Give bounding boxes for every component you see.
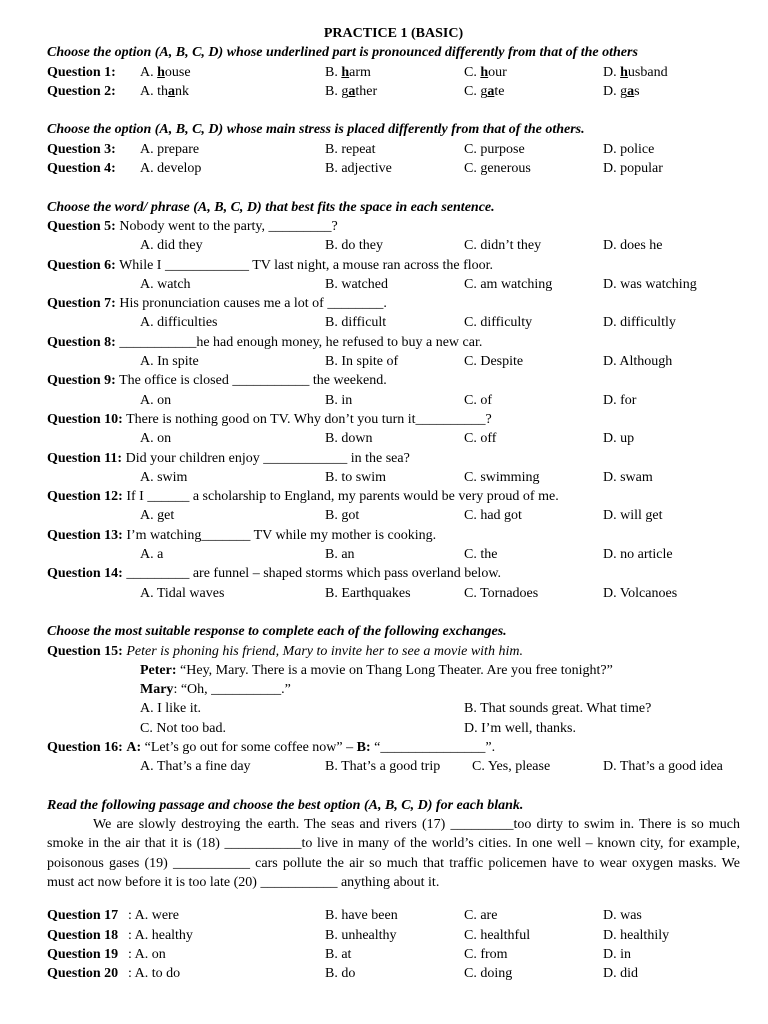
speaker-name: B:: [356, 739, 371, 755]
question-label: Question 4:: [47, 161, 116, 177]
option-d: D. swam: [603, 469, 653, 485]
question-stem: [47, 564, 740, 583]
option-prefix: A. th: [140, 83, 168, 99]
option-d: D. Although: [603, 354, 673, 370]
underlined-sound: a: [627, 83, 635, 99]
dialogue-line: “Hey, Mary. There is a movie on Thang Long Theater. Are you free tonight?”: [176, 662, 613, 678]
question-15: [47, 642, 740, 661]
question-stem: [47, 256, 740, 275]
question-context: Peter is phoning his friend, Mary to invite her to see a movie with him.: [126, 643, 523, 659]
question-stem: [47, 371, 740, 390]
pronunciation-questions: [47, 63, 740, 102]
option-row: [47, 236, 740, 255]
option-b: B. That’s a good trip: [325, 759, 441, 775]
option-row: [47, 506, 740, 525]
question-18: [47, 926, 740, 945]
option-suffix: ouse: [164, 64, 191, 80]
exchanges-instruction: Choose the most suitable response to complete each of the following exchanges.: [47, 624, 507, 640]
question-label: Question 16:: [47, 739, 123, 755]
underlined-sound: h: [620, 64, 628, 80]
question-label: Question 17: [47, 908, 119, 924]
option-a: A. did they: [140, 238, 203, 254]
option-row: [47, 391, 740, 410]
option-a: A. prepare: [140, 141, 200, 157]
question-20: [47, 964, 740, 983]
question-stem: [47, 410, 740, 429]
dialogue-line: “_______________”.: [370, 739, 496, 755]
option-prefix: C. g: [464, 83, 488, 99]
option-c: C. off: [464, 431, 497, 447]
question-label: Question 6:: [47, 257, 116, 273]
question-label: Question 10:: [47, 411, 123, 427]
option-d: D. police: [603, 141, 655, 157]
option-c: C. didn’t they: [464, 238, 542, 254]
question-5: [47, 217, 740, 256]
option-b: B. in: [325, 392, 353, 408]
option-a: A. In spite: [140, 354, 199, 370]
stress-instruction: Choose the option (A, B, C, D) whose main stress is placed differently from that of the others.: [47, 122, 585, 138]
question-8: [47, 333, 740, 372]
option-d: D. was: [603, 908, 642, 924]
question-label: Question 14:: [47, 566, 123, 582]
underlined-sound: a: [348, 83, 356, 99]
question-17: [47, 906, 740, 925]
question-stem: [47, 333, 740, 352]
pronunciation-instruction: Choose the option (A, B, C, D) whose underlined part is pronounced differently from that of the others: [47, 45, 638, 61]
option-row: [47, 584, 740, 603]
dialogue-peter: [47, 661, 740, 680]
option-b: B. That sounds great. What time?: [464, 701, 652, 717]
option-b: B. difficult: [325, 315, 387, 331]
question-7: [47, 294, 740, 333]
speaker-name: A:: [126, 739, 142, 755]
option-c: C. swimming: [464, 469, 540, 485]
question-label: Question 15:: [47, 643, 123, 659]
option-d: D. healthily: [603, 927, 670, 943]
question-text: _________ are funnel – shaped storms which pass overland below.: [122, 566, 502, 582]
underlined-sound: a: [168, 83, 175, 99]
underlined-sound: a: [487, 83, 495, 99]
question-label: Question 20: [47, 966, 119, 982]
question-1: [47, 63, 740, 82]
option-a: : A. were: [128, 908, 179, 924]
option-d: D. I’m well, thanks.: [464, 720, 576, 736]
question-stem: [47, 449, 740, 468]
dialogue-mary: [47, 680, 740, 699]
option-c: C. Despite: [464, 354, 524, 370]
question-text: Did your children enjoy ____________ in the sea?: [122, 450, 410, 466]
option-c: C. of: [464, 392, 492, 408]
option-c: C. doing: [464, 966, 513, 982]
page-title: PRACTICE 1 (BASIC): [323, 26, 464, 41]
option-row: [47, 699, 740, 718]
reading-passage: [47, 815, 740, 892]
question-stem: [47, 294, 740, 313]
vocabulary-questions: [47, 217, 740, 603]
option-b: B. watched: [325, 276, 388, 292]
question-label: Question 11:: [47, 450, 123, 466]
speaker-name: Peter:: [140, 662, 177, 678]
question-label: Question 18: [47, 927, 119, 943]
option-b: [325, 82, 377, 101]
underlined-sound: h: [341, 64, 350, 80]
option-row: [47, 719, 740, 738]
question-12: [47, 487, 740, 526]
option-d: D. for: [603, 392, 637, 408]
option-a: A. That’s a fine day: [140, 759, 251, 775]
question-19: [47, 945, 740, 964]
option-c: [464, 82, 504, 101]
option-row: [47, 429, 740, 448]
option-d: D. in: [603, 946, 631, 962]
option-b: B. In spite of: [325, 354, 399, 370]
option-b: B. do they: [325, 238, 383, 254]
option-row: [47, 757, 740, 776]
question-stem: [47, 217, 740, 236]
question-label: Question 7:: [47, 296, 116, 312]
option-d: D. will get: [603, 508, 663, 524]
option-suffix: ther: [355, 83, 378, 99]
worksheet: [47, 24, 740, 984]
question-text: I’m watching_______ TV while my mother is cooking.: [122, 527, 437, 543]
option-c: C. are: [464, 908, 498, 924]
speaker-name: Mary: [140, 682, 174, 698]
option-d: D. difficultly: [603, 315, 676, 331]
question-label: Question 3:: [47, 141, 116, 157]
option-b: B. down: [325, 431, 373, 447]
option-b: B. repeat: [325, 141, 376, 157]
option-c: C. difficulty: [464, 315, 533, 331]
option-a: [140, 82, 189, 101]
question-label: Question 12:: [47, 489, 123, 505]
question-text: His pronunciation causes me a lot of ________.: [115, 296, 387, 312]
option-d: [603, 63, 668, 82]
option-b: B. adjective: [325, 161, 392, 177]
option-b: B. do: [325, 966, 356, 982]
option-a: A. swim: [140, 469, 188, 485]
option-c: [464, 63, 507, 82]
option-d: D. no article: [603, 547, 673, 563]
option-row: [47, 313, 740, 332]
option-prefix: A.: [140, 64, 158, 80]
option-d: D. did: [603, 966, 638, 982]
option-c: C. am watching: [464, 276, 553, 292]
question-stem: [47, 487, 740, 506]
option-a: : A. on: [128, 946, 166, 962]
stress-questions: [47, 140, 740, 179]
option-suffix: te: [494, 83, 505, 99]
option-d: D. Volcanoes: [603, 585, 678, 601]
option-b: B. have been: [325, 908, 398, 924]
question-text: The office is closed ___________ the weekend.: [115, 373, 387, 389]
option-a: A. develop: [140, 161, 202, 177]
option-a: A. Tidal waves: [140, 585, 225, 601]
option-suffix: nk: [175, 83, 189, 99]
option-prefix: C.: [464, 64, 481, 80]
option-b: B. an: [325, 547, 355, 563]
option-prefix: B.: [325, 64, 342, 80]
option-row: [47, 352, 740, 371]
option-b: [325, 63, 371, 82]
underlined-sound: h: [480, 64, 489, 80]
question-label: Question 19: [47, 946, 119, 962]
option-a: A. I like it.: [140, 701, 202, 717]
question-label: Question 8:: [47, 334, 116, 350]
question-label: Question 9:: [47, 373, 116, 389]
reading-instruction: Read the following passage and choose the best option (A, B, C, D) for each blank.: [47, 797, 524, 813]
option-c: C. Yes, please: [472, 759, 551, 775]
reading-questions: [47, 906, 740, 983]
question-label: Question 5:: [47, 218, 116, 234]
option-b: B. got: [325, 508, 360, 524]
option-b: B. unhealthy: [325, 927, 397, 943]
option-c: C. Tornadoes: [464, 585, 539, 601]
option-a: A. get: [140, 508, 175, 524]
option-b: B. to swim: [325, 469, 387, 485]
option-prefix: D. g: [603, 83, 628, 99]
option-prefix: D.: [603, 64, 621, 80]
question-3: [47, 140, 740, 159]
option-a: A. watch: [140, 276, 191, 292]
option-d: D. up: [603, 431, 635, 447]
option-row: [47, 468, 740, 487]
option-a: A. difficulties: [140, 315, 218, 331]
question-13: [47, 526, 740, 565]
option-a: : A. to do: [128, 966, 181, 982]
question-9: [47, 371, 740, 410]
option-c: C. purpose: [464, 141, 525, 157]
option-c: C. healthful: [464, 927, 531, 943]
question-2: [47, 82, 740, 101]
question-16: [47, 738, 740, 757]
question-text: Nobody went to the party, _________?: [115, 218, 338, 234]
question-text: While I ____________ TV last night, a mouse ran across the floor.: [115, 257, 494, 273]
option-suffix: usband: [627, 64, 668, 80]
option-a: A. on: [140, 431, 172, 447]
option-d: D. popular: [603, 161, 663, 177]
passage-text: We are slowly destroying the earth. The seas and rivers (17) _________too dirty to swim in. There is so much smoke in the air that it is (18) ___________to live in many of the world’s cities. In one well – known city, for example, poisonous gases (19) ___________ cars pollute the air so much that traffic policemen have to wear oxygen masks. We must act now before it is too late (20) ___________ anything about it.: [47, 817, 740, 891]
question-4: [47, 159, 740, 178]
option-c: C. the: [464, 547, 498, 563]
question-text: ___________he had enough money, he refused to buy a new car.: [115, 334, 483, 350]
underlined-sound: h: [157, 64, 165, 80]
option-b: B. at: [325, 946, 352, 962]
option-suffix: s: [634, 83, 640, 99]
option-d: [603, 82, 640, 101]
option-suffix: our: [488, 64, 507, 80]
question-14: [47, 564, 740, 603]
option-d: D. was watching: [603, 276, 697, 292]
option-a: A. a: [140, 547, 164, 563]
option-c: C. Not too bad.: [140, 720, 226, 736]
option-row: [47, 545, 740, 564]
option-c: C. had got: [464, 508, 522, 524]
option-a: A. on: [140, 392, 172, 408]
question-10: [47, 410, 740, 449]
dialogue-line: : “Oh, __________.”: [173, 682, 291, 698]
question-stem: [47, 526, 740, 545]
option-a: [140, 63, 191, 82]
option-c: C. from: [464, 946, 508, 962]
option-suffix: arm: [349, 64, 371, 80]
dialogue-line: “Let’s go out for some coffee now” –: [141, 739, 354, 755]
vocabulary-instruction: Choose the word/ phrase (A, B, C, D) that best fits the space in each sentence.: [47, 199, 495, 215]
question-label: Question 2:: [47, 83, 116, 99]
option-a: : A. healthy: [128, 927, 193, 943]
question-6: [47, 256, 740, 295]
option-row: [47, 275, 740, 294]
question-text: If I ______ a scholarship to England, my parents would be very proud of me.: [122, 489, 559, 505]
option-d: D. That’s a good idea: [603, 759, 723, 775]
option-c: C. generous: [464, 161, 531, 177]
question-text: There is nothing good on TV. Why don’t you turn it__________?: [122, 411, 492, 427]
option-b: B. Earthquakes: [325, 585, 411, 601]
option-d: D. does he: [603, 238, 663, 254]
question-11: [47, 449, 740, 488]
question-label: Question 1:: [47, 64, 116, 80]
option-prefix: B. g: [325, 83, 349, 99]
question-label: Question 13:: [47, 527, 123, 543]
